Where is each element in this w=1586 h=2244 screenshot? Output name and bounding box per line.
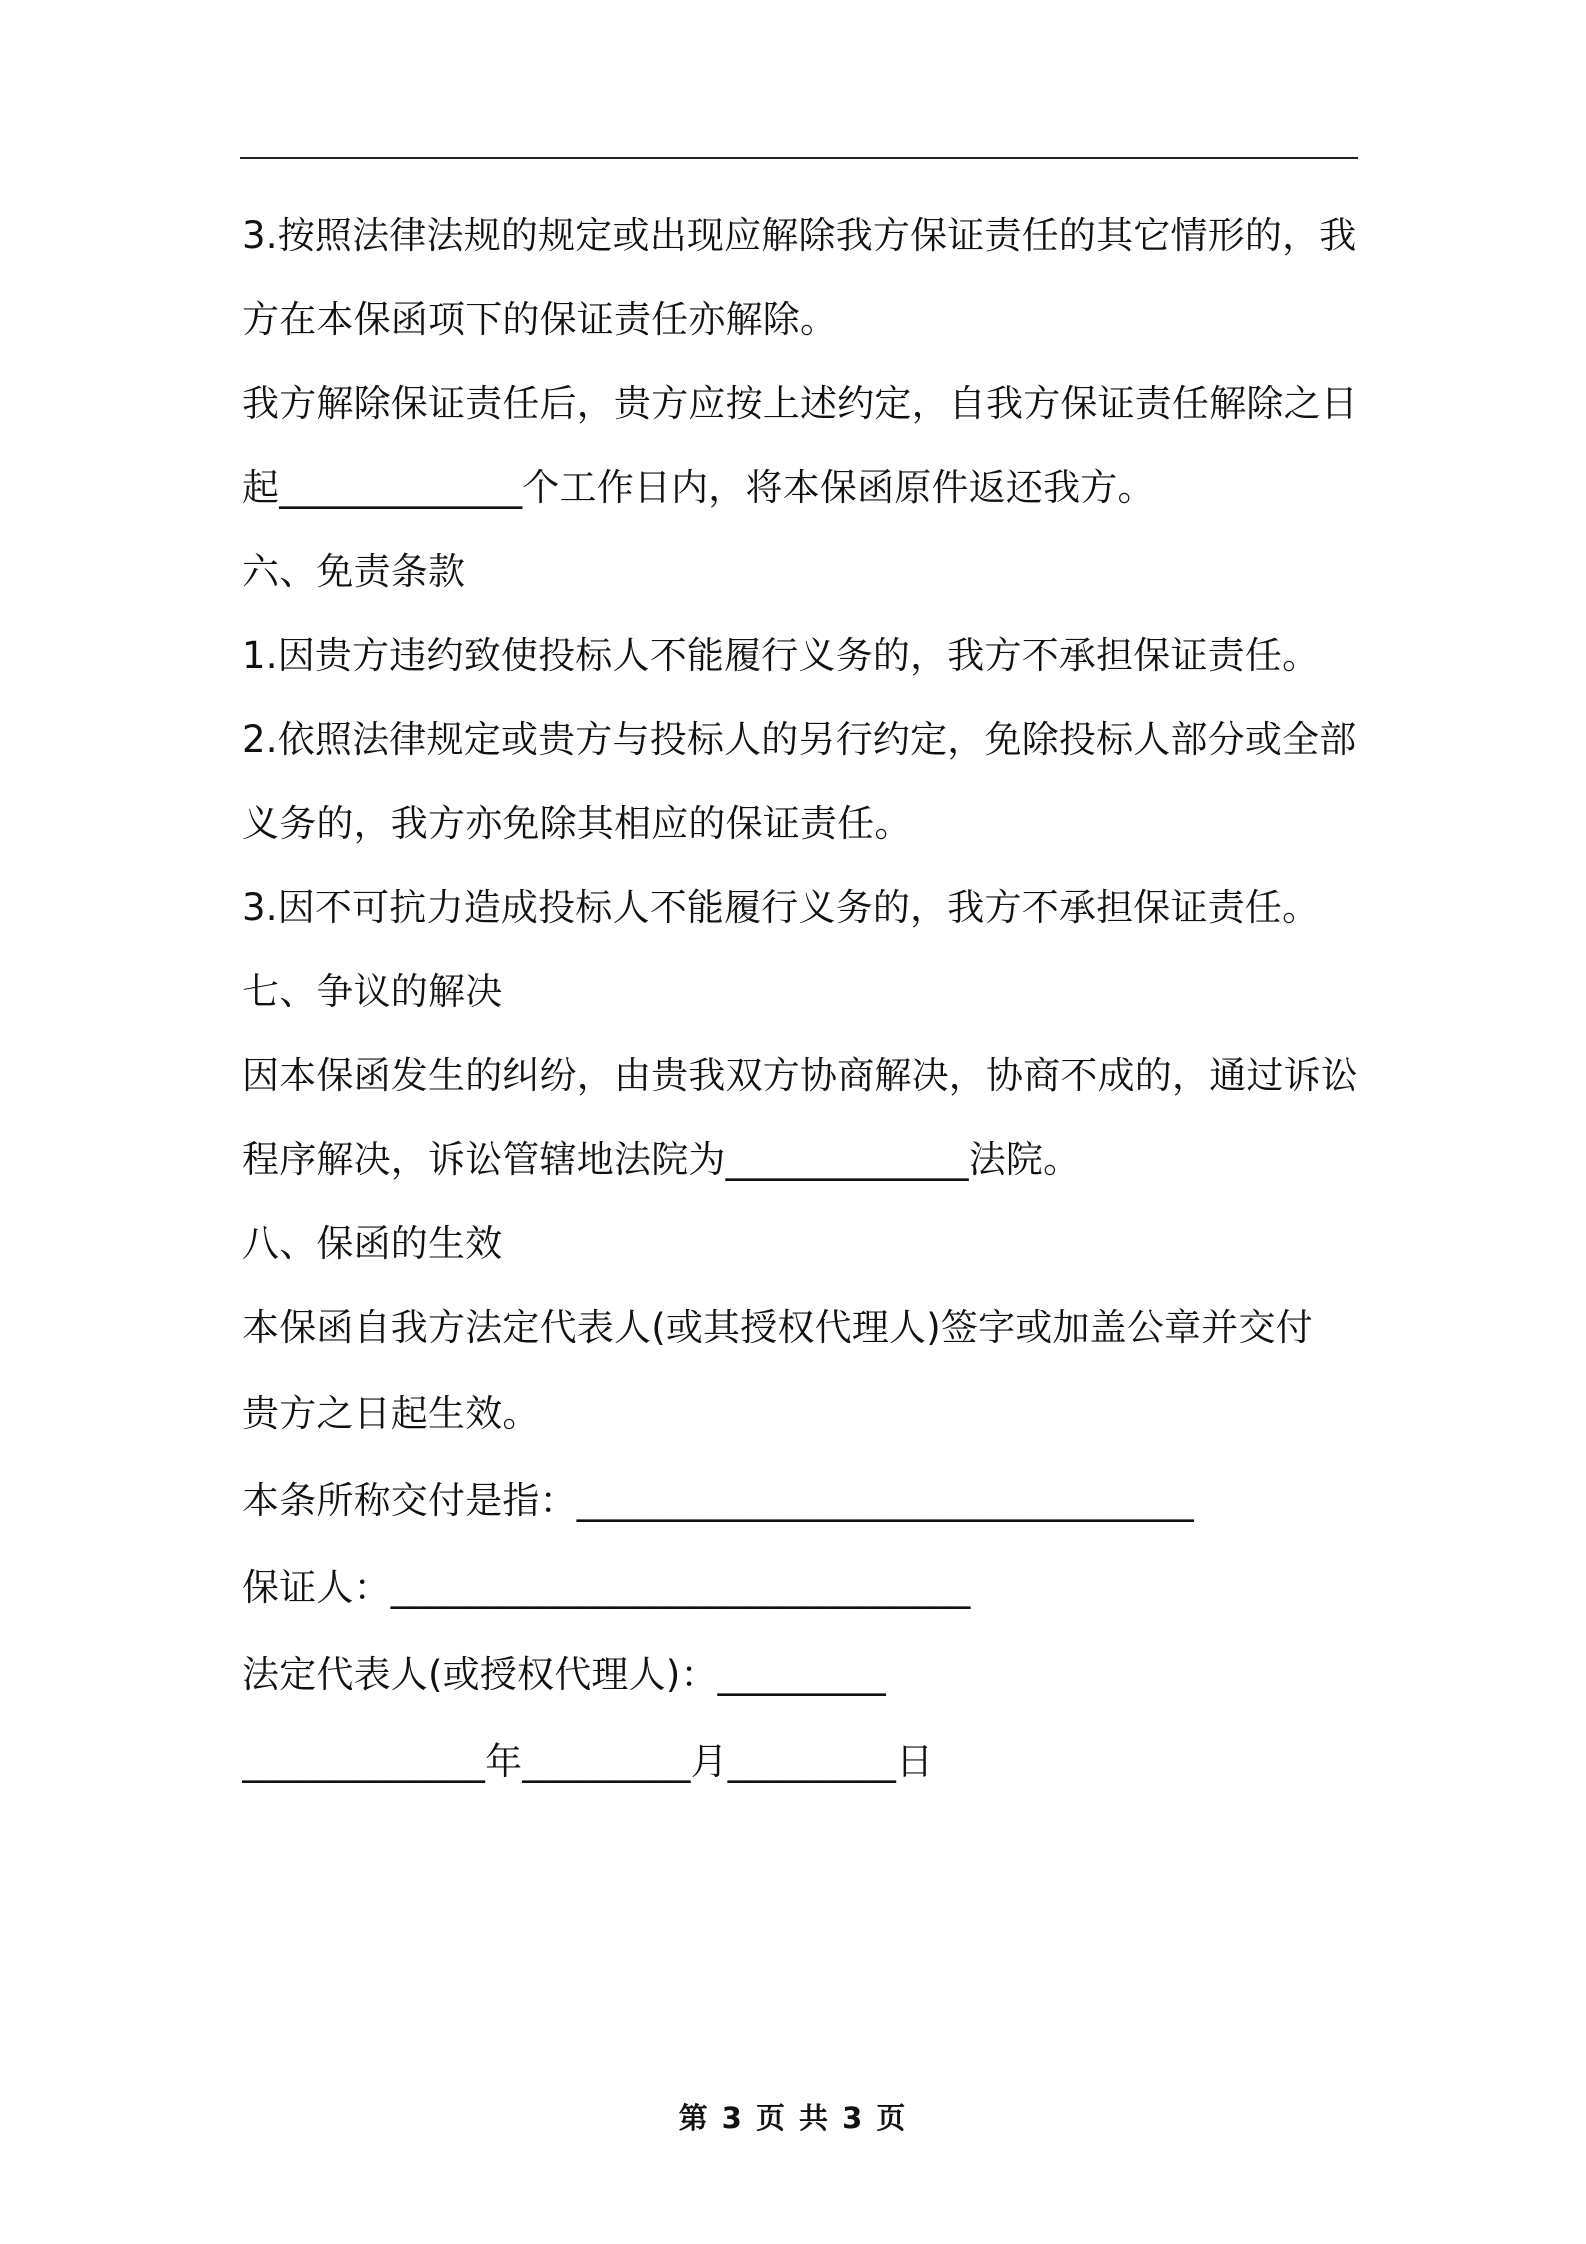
text-line: 程序解决，诉讼管辖地法院为_____________法院。 (242, 1138, 1081, 1181)
signature-field-line: 保证人：_______________________________ (242, 1566, 971, 1609)
text-line: 3.因不可抗力造成投标人不能履行义务的，我方不承担保证责任。 (242, 886, 1320, 929)
section-heading: 六、免责条款 (242, 550, 466, 593)
text-line: 3.按照法律法规的规定或出现应解除我方保证责任的其它情形的，我 (242, 214, 1357, 257)
signature-field-line: 本条所称交付是指：_________________________________ (242, 1479, 1194, 1522)
text-line: 义务的，我方亦免除其相应的保证责任。 (242, 802, 912, 845)
text-line: 因本保函发生的纠纷，由贵我双方协商解决，协商不成的，通过诉讼 (242, 1054, 1358, 1097)
text-line: 方在本保函项下的保证责任亦解除。 (242, 298, 838, 341)
page-number: 第 3 页 共 3 页 (678, 2101, 908, 2135)
section-heading: 七、争议的解决 (242, 970, 503, 1013)
text-line: 起_____________个工作日内，将本保函原件返还我方。 (242, 466, 1155, 509)
text-line: 贵方之日起生效。 (242, 1392, 540, 1435)
text-line: 本保函自我方法定代表人(或其授权代理人)签字或加盖公章并交付 (242, 1306, 1313, 1349)
text-line: 1.因贵方违约致使投标人不能履行义务的，我方不承担保证责任。 (242, 634, 1320, 677)
section-heading: 八、保函的生效 (242, 1222, 503, 1265)
header-rule (240, 157, 1358, 159)
signature-field-line: 法定代表人(或授权代理人)：_________ (242, 1653, 886, 1696)
date-field-line: _____________年_________月_________日 (242, 1740, 934, 1783)
text-line: 2.依照法律规定或贵方与投标人的另行约定，免除投标人部分或全部 (242, 718, 1357, 761)
document-body (242, 194, 1358, 1805)
text-line: 我方解除保证责任后，贵方应按上述约定，自我方保证责任解除之日 (242, 382, 1358, 425)
